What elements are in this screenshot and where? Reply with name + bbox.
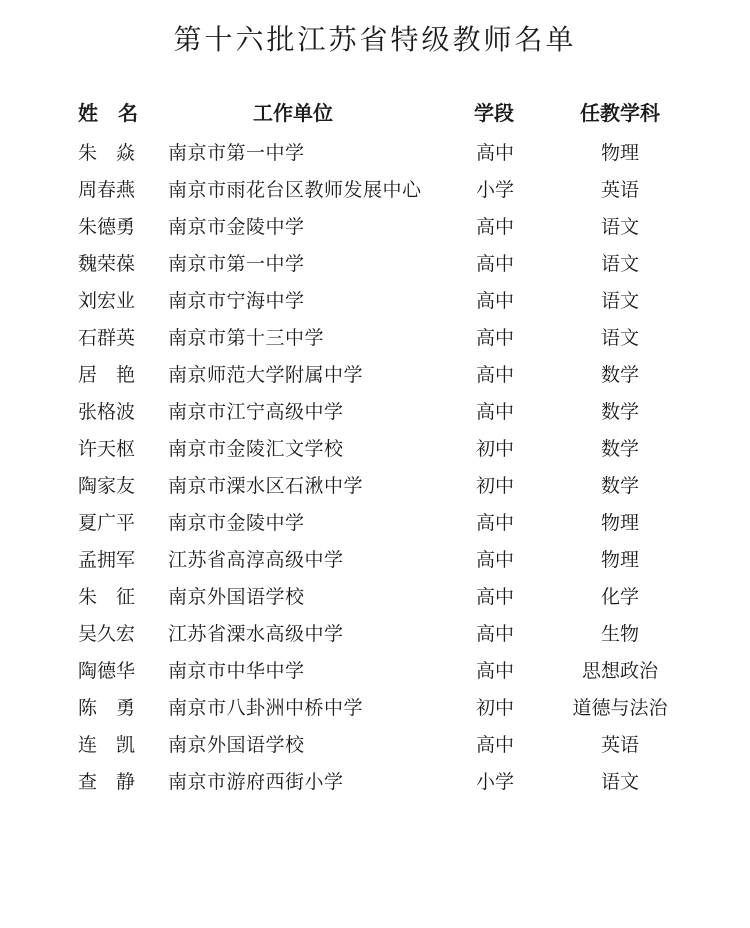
work-unit: 江苏省溧水高级中学 (168, 623, 344, 645)
work-unit: 南京外国语学校 (168, 586, 305, 608)
teacher-name: 石群英 (78, 327, 136, 349)
table-row (0, 318, 750, 355)
teaching-subject: 思想政治 (581, 660, 658, 682)
teaching-subject: 语文 (600, 216, 639, 238)
school-level: 高中 (476, 327, 515, 349)
header-unit: 工作单位 (253, 101, 333, 125)
teacher-name: 夏广平 (78, 512, 136, 534)
school-level: 小学 (476, 771, 515, 793)
work-unit: 南京市第一中学 (168, 142, 305, 164)
teacher-name: 魏荣葆 (78, 253, 136, 275)
work-unit: 南京市雨花台区教师发展中心 (168, 179, 422, 201)
work-unit: 南京市游府西街小学 (168, 771, 344, 793)
work-unit: 南京市中华中学 (168, 660, 305, 682)
school-level: 高中 (476, 623, 515, 645)
work-unit: 南京师范大学附属中学 (168, 364, 364, 386)
school-level: 高中 (476, 290, 515, 312)
work-unit: 南京市第十三中学 (168, 327, 325, 349)
teacher-name: 查 静 (78, 771, 136, 793)
school-level: 高中 (476, 364, 515, 386)
table-row (0, 170, 750, 207)
header-subject: 任教学科 (580, 101, 660, 125)
teaching-subject: 英语 (600, 179, 639, 201)
work-unit: 南京外国语学校 (168, 734, 305, 756)
table-row (0, 540, 750, 577)
work-unit: 南京市金陵中学 (168, 216, 305, 238)
work-unit: 南京市宁海中学 (168, 290, 305, 312)
teacher-name: 朱德勇 (78, 216, 136, 238)
teacher-list (0, 133, 750, 799)
work-unit: 南京市金陵汇文学校 (168, 438, 344, 460)
school-level: 高中 (476, 512, 515, 534)
teaching-subject: 数学 (600, 438, 639, 460)
header-name: 姓 名 (78, 101, 138, 125)
work-unit: 南京市江宁高级中学 (168, 401, 344, 423)
teacher-name: 居 艳 (78, 364, 136, 386)
teacher-name: 张格波 (78, 401, 136, 423)
table-row (0, 133, 750, 170)
school-level: 高中 (476, 142, 515, 164)
header-level: 学段 (474, 101, 514, 125)
teaching-subject: 物理 (600, 512, 639, 534)
teacher-name: 刘宏业 (78, 290, 136, 312)
teaching-subject: 数学 (600, 401, 639, 423)
table-row (0, 355, 750, 392)
school-level: 高中 (476, 660, 515, 682)
work-unit: 南京市溧水区石湫中学 (168, 475, 364, 497)
teacher-name: 许天枢 (78, 438, 136, 460)
page-title: 第十六批江苏省特级教师名单 (173, 23, 577, 56)
teaching-subject: 英语 (600, 734, 639, 756)
teaching-subject: 数学 (600, 475, 639, 497)
school-level: 高中 (476, 216, 515, 238)
school-level: 初中 (476, 475, 515, 497)
table-row (0, 614, 750, 651)
table-row (0, 392, 750, 429)
teaching-subject: 物理 (600, 549, 639, 571)
table-row (0, 577, 750, 614)
school-level: 小学 (476, 179, 515, 201)
teaching-subject: 生物 (600, 623, 639, 645)
table-row (0, 688, 750, 725)
teacher-name: 孟拥军 (78, 549, 136, 571)
school-level: 高中 (476, 586, 515, 608)
table-row (0, 651, 750, 688)
table-row (0, 281, 750, 318)
teacher-name: 吴久宏 (78, 623, 136, 645)
table-row (0, 725, 750, 762)
work-unit: 南京市第一中学 (168, 253, 305, 275)
table-row (0, 762, 750, 799)
teaching-subject: 数学 (600, 364, 639, 386)
teacher-name: 朱 征 (78, 586, 136, 608)
teacher-name: 连 凯 (78, 734, 136, 756)
work-unit: 南京市金陵中学 (168, 512, 305, 534)
school-level: 高中 (476, 401, 515, 423)
school-level: 初中 (476, 438, 515, 460)
school-level: 高中 (476, 549, 515, 571)
teaching-subject: 语文 (600, 771, 639, 793)
work-unit: 江苏省高淳高级中学 (168, 549, 344, 571)
teaching-subject: 化学 (600, 586, 639, 608)
school-level: 高中 (476, 253, 515, 275)
teacher-name: 陈 勇 (78, 697, 136, 719)
table-row (0, 207, 750, 244)
table-row (0, 244, 750, 281)
table-row (0, 429, 750, 466)
table-row (0, 503, 750, 540)
teaching-subject: 语文 (600, 253, 639, 275)
table-row (0, 466, 750, 503)
teaching-subject: 道德与法治 (572, 697, 668, 719)
teacher-name: 周春燕 (78, 179, 136, 201)
teacher-name: 陶家友 (78, 475, 136, 497)
teaching-subject: 语文 (600, 327, 639, 349)
teaching-subject: 物理 (600, 142, 639, 164)
school-level: 高中 (476, 734, 515, 756)
teacher-name: 朱 焱 (78, 142, 136, 164)
teaching-subject: 语文 (600, 290, 639, 312)
school-level: 初中 (476, 697, 515, 719)
teacher-name: 陶德华 (78, 660, 136, 682)
work-unit: 南京市八卦洲中桥中学 (168, 697, 364, 719)
